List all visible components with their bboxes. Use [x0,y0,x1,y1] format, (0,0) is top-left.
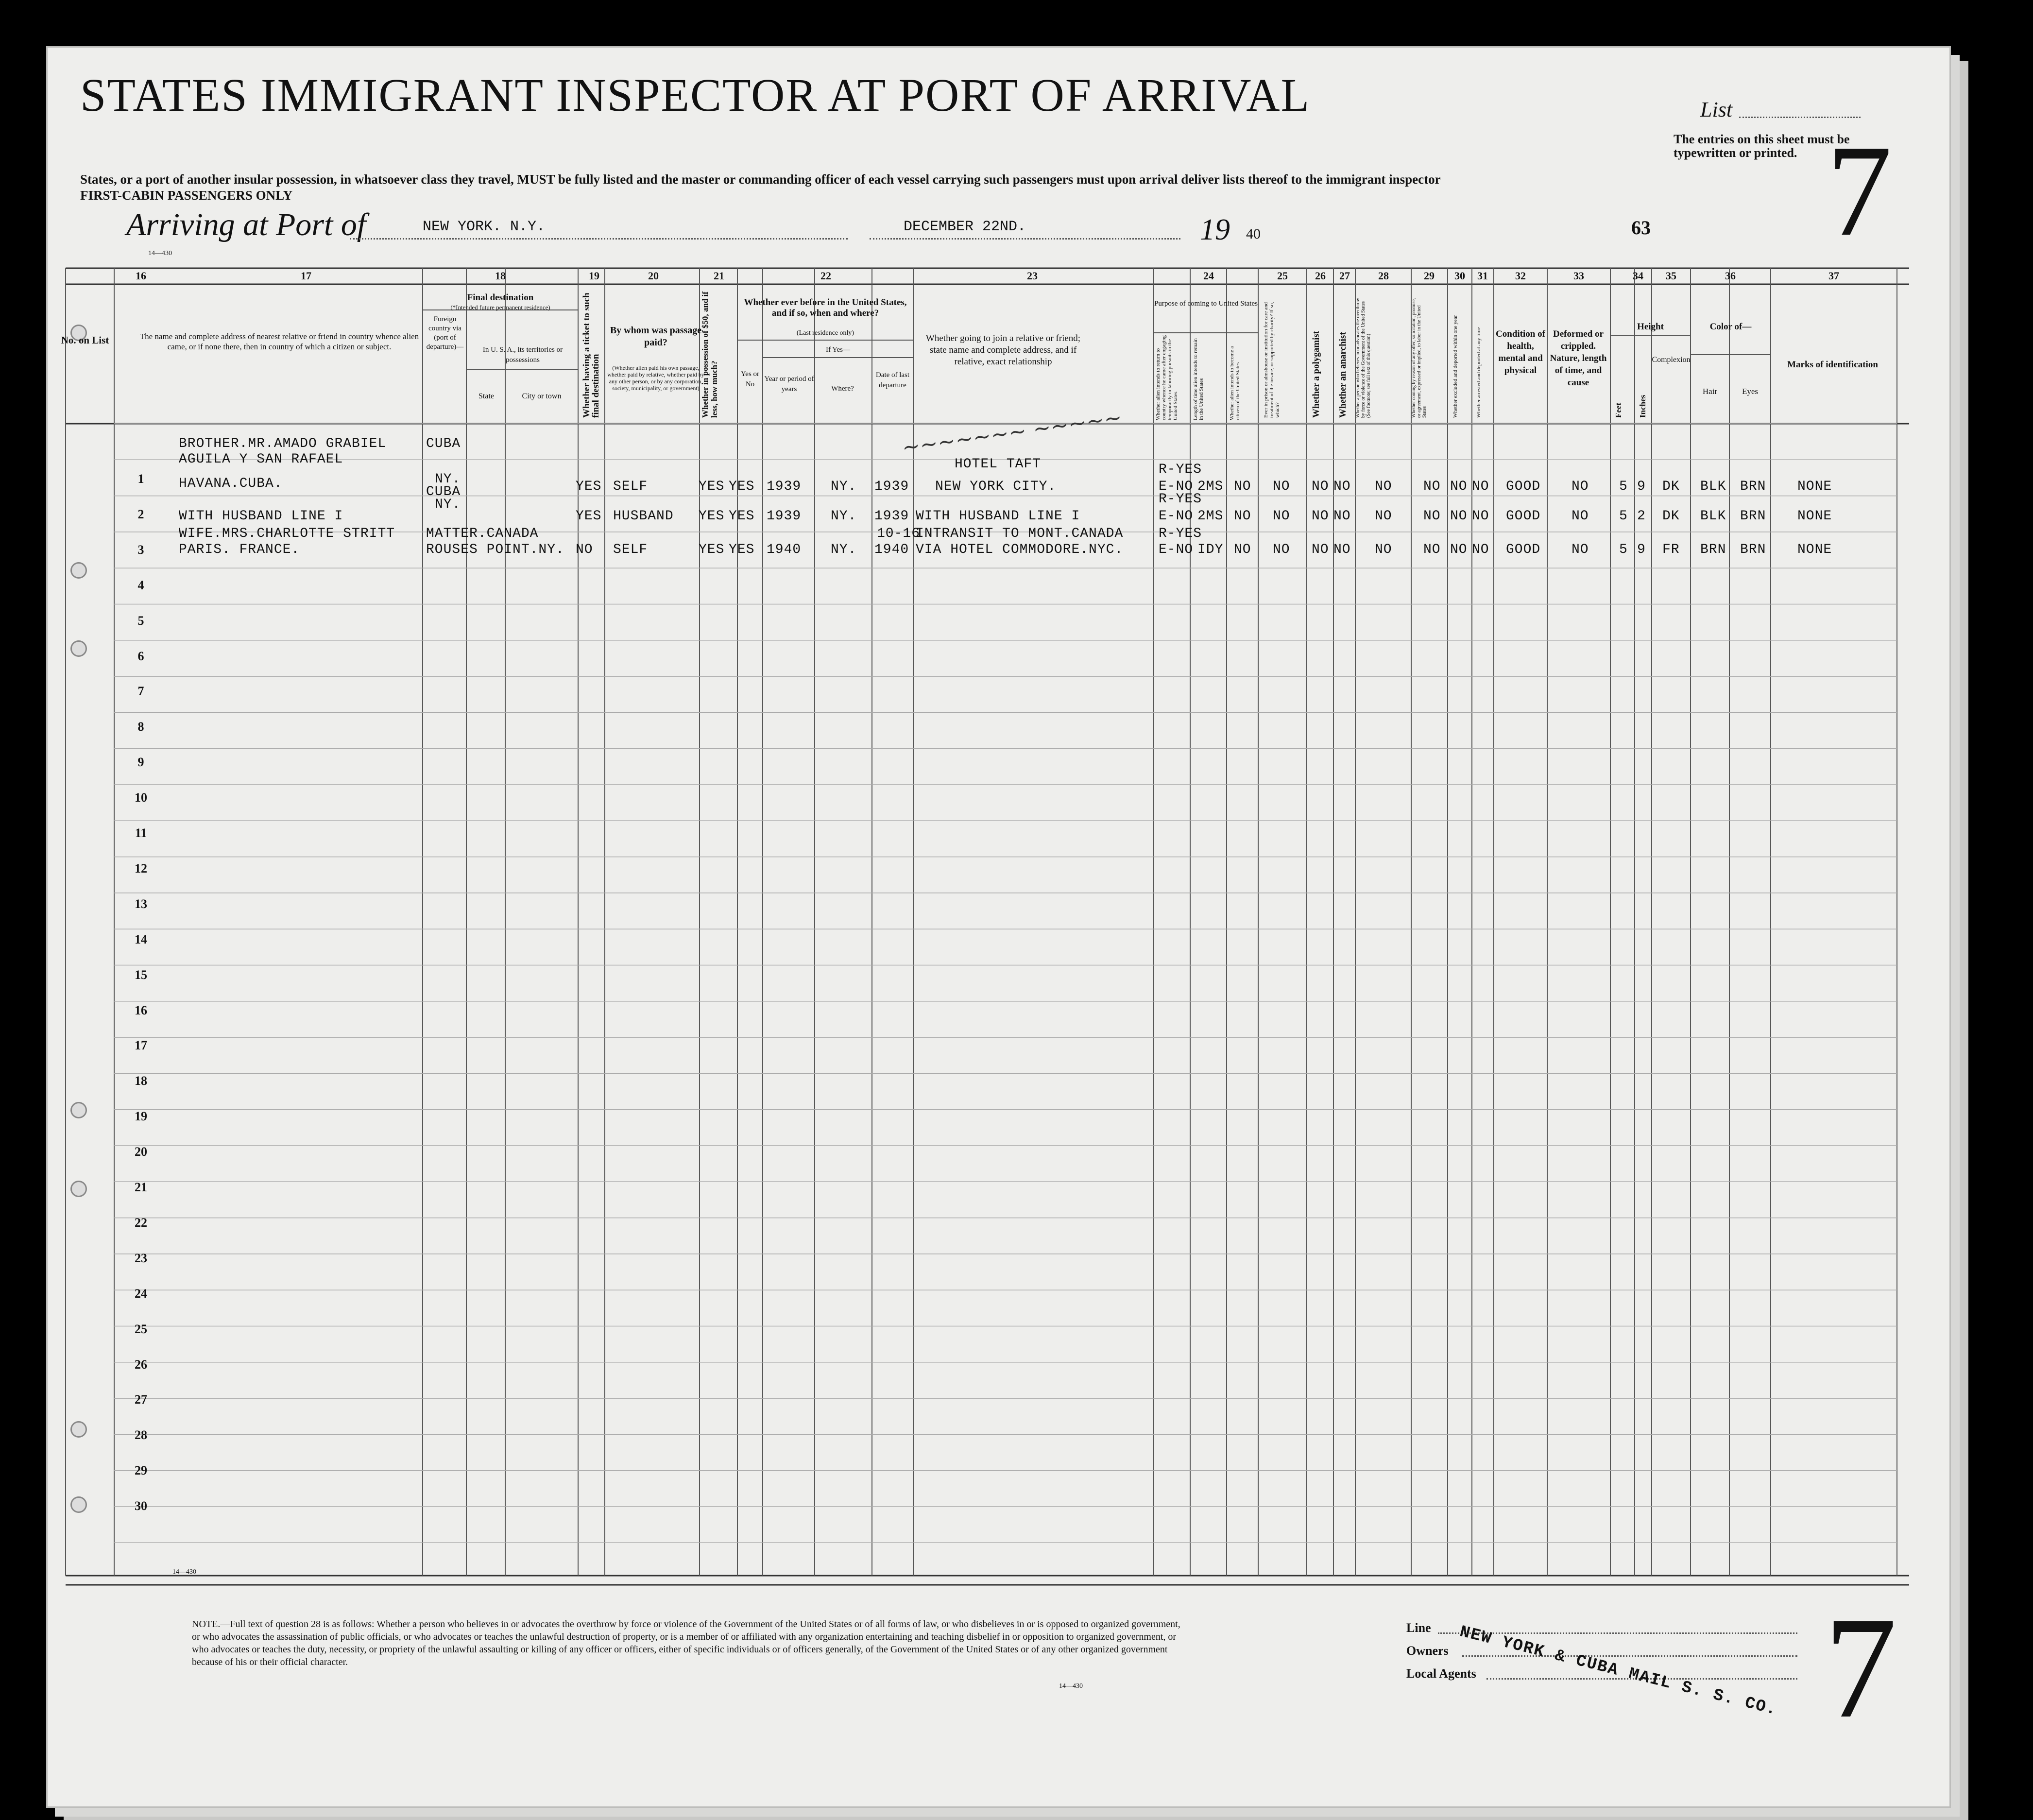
health: GOOD [1506,542,1541,557]
row-number: 30 [135,1499,147,1513]
page-number: 63 [1631,217,1651,239]
col24-length: Length of time alien intends to remain in the United States [1193,338,1204,420]
height-inches: 2 [1637,509,1646,524]
col25-header: Ever in prison or almshouse or institution for care and treatment of the insane, or supported by charity? If so, which? [1263,302,1281,418]
anarchist: NO [1333,479,1351,494]
overthrow: NO [1375,542,1392,557]
line-label: Line [1406,1621,1431,1635]
prison-almshouse: NO [1273,509,1290,524]
length-of-stay: 2MS [1197,509,1224,524]
height-feet: 5 [1619,542,1628,557]
ticket: YES [576,509,602,524]
destination-state: NY. [435,472,461,487]
col27-header: Whether an anarchist [1338,332,1348,418]
complexion: DK [1662,479,1680,494]
column-number: 20 [648,270,659,282]
footer-form-code: 14—430 [1059,1683,1083,1690]
col28-header: Whether a person who believes in or advocates the overthrow by force or violence of the Government of the United States (See footnote; see full text of this question) [1355,298,1371,418]
last-departure-year: 1939 [874,479,909,494]
anarchist: NO [1333,542,1351,557]
hair-color: BLK [1700,479,1726,494]
row-number: 9 [137,755,144,770]
local-agents-label: Local Agents [1406,1666,1476,1681]
eye-color: BRN [1740,542,1766,557]
deformed: NO [1572,479,1589,494]
row-number: 27 [135,1392,147,1407]
col18-title: Final destination [467,292,534,303]
col18-foreign: Foreign country via (port of departure)— [426,315,464,351]
col22-yesno: Yes or No [740,370,760,388]
foreign-country: CUBA [426,436,461,451]
page-title: STATES IMMIGRANT INSPECTOR AT PORT OF ARRIVAL [80,69,1311,121]
identification-marks: NONE [1797,479,1832,494]
col36-eyes: Eyes [1742,387,1759,396]
paid-by: SELF [613,542,648,557]
col16-header: No. on List [61,334,109,346]
col31-header: Whether arrested and deported at any time [1476,327,1482,418]
hair-color: BLK [1700,509,1726,524]
row-number: 4 [137,578,144,592]
labor-offer: NO [1423,479,1441,494]
arrested: NO [1472,509,1489,524]
column-number: 24 [1203,270,1214,282]
money-50: YES [699,479,725,494]
col18-usa: In U. S. A., its territories or possessions [482,346,563,364]
column-number: 28 [1378,270,1389,282]
row-number: 8 [137,720,144,734]
form-code: 14—430 [148,250,172,257]
year-prefix: 19 [1200,213,1230,246]
first-cabin-label: FIRST-CABIN PASSENGERS ONLY [80,188,293,203]
year-before: 1939 [767,479,802,494]
purpose: R-YES [1159,462,1202,477]
paid-by: HUSBAND [613,509,674,524]
column-number: 27 [1339,270,1350,282]
purpose: E-NO [1159,509,1194,524]
relative-address: HAVANA.CUBA. [179,476,283,491]
length-of-stay: IDY [1197,542,1224,557]
col22-ifyes: If Yes— [825,346,850,354]
row-number: 6 [137,649,144,663]
joining-relative: VIA HOTEL COMMODORE.NYC. [916,542,1124,557]
row-number: 17 [135,1038,147,1053]
port-value: NEW YORK. N.Y. [423,219,546,235]
relative-address: AGUILA Y SAN RAFAEL [179,452,343,467]
row-number: 11 [135,826,147,840]
col32-header: Condition of health, mental and physical [1496,329,1545,376]
row-number: 7 [137,684,144,699]
col35-header: Complexion [1652,356,1691,364]
arriving-label: Arriving at Port of [126,207,366,242]
anarchist: NO [1333,509,1351,524]
col20-title: By whom was passage paid? [610,325,702,348]
row-number: 18 [135,1074,147,1088]
joining-relative: NEW YORK CITY. [935,479,1057,494]
column-number: 35 [1666,270,1676,282]
eye-color: BRN [1740,509,1766,524]
purpose: E-NO [1159,479,1194,494]
joining-relative: HOTEL TAFT [955,457,1042,472]
col26-header: Whether a polygamist [1311,330,1321,418]
handwritten-annotation: ~~~~~~~ ~~~~~ [900,405,1124,461]
col18-state: State [478,392,494,400]
handwritten-list-number: 7 [1827,118,1892,263]
arrested: NO [1472,479,1489,494]
intends-citizen: NO [1234,542,1251,557]
row-number: 29 [135,1463,147,1478]
row-number: 13 [135,896,147,911]
row-number: 24 [135,1286,147,1301]
col29-header: Whether coming by reason of any offer, solicitation, promise, or agreement, expressed or implied, to labor in the United States [1411,298,1427,418]
row-number: 1 [137,472,144,486]
column-number: 31 [1477,270,1488,282]
purpose: R-YES [1159,492,1202,507]
col22-subtitle: (Last residence only) [796,329,854,337]
height-feet: 5 [1619,479,1628,494]
col22-date: Date of last departure [875,371,910,389]
column-number: 17 [301,270,311,282]
column-number: 16 [136,270,146,282]
polygamist: NO [1312,479,1329,494]
relative-address: BROTHER.MR.AMADO GRABIEL [179,436,387,451]
footnote: NOTE.—Full text of question 28 is as follows: Whether a person who believes in or advocates the overthrow by force or violence of the Government of the United States or of all forms of law, or who disbelieves in or is opposed to organized government, or who advocates the assassination of public officials, or who advocates or teaches the unlawful destruction of property, or is a member of or affiliated with any organization entertaining and teaching disbelief in or opposition to organized government, or who advocates or teaches the duty, necessity, or propriety of the unlawful assaulting or killing of any officer or officers, either of specific individuals or of officers generally, of the Government of the United States or of any other organized government because of his or their official character. [192,1619,1180,1667]
height-feet: 5 [1619,509,1628,524]
labor-offer: NO [1423,542,1441,557]
row-number: 21 [135,1180,147,1194]
date-value: DECEMBER 22ND. [904,219,1026,235]
excluded: NO [1450,509,1468,524]
money-50: YES [699,542,725,557]
excluded: NO [1450,479,1468,494]
deformed: NO [1572,542,1589,557]
health: GOOD [1506,509,1541,524]
list-label: List [1700,98,1733,121]
complexion: FR [1662,542,1680,557]
col34-inches: Inches [1638,395,1647,418]
ever-before: YES [729,479,755,494]
column-number: 25 [1277,270,1288,282]
paid-by: SELF [613,479,648,494]
row-number: 25 [135,1322,147,1336]
col20-subtitle: (Whether alien paid his own passage, whether paid by relative, whether paid by any other person, or by any corporation, society, municipality, or government) [607,364,704,392]
col22-year: Year or period of years [764,375,814,393]
column-number: 21 [714,270,724,282]
row-number: 28 [135,1428,147,1442]
joining-relative: WITH HUSBAND LINE I [916,509,1080,524]
col18-subtitle: (*Intended future permanent residence) [450,304,550,311]
owners-field [1462,1655,1797,1657]
where-before: NY. [831,542,857,557]
col17-header: The name and complete address of nearest relative or friend in country whence alien came, or if none there, then in country of which a citizen or subject. [139,332,419,351]
year-suffix: 40 [1246,226,1261,242]
entries-note: The entries on this sheet must be typewritten or printed. [1674,132,1850,160]
row-number: 22 [135,1215,147,1230]
col23-header: Whether going to join a relative or friend; state name and complete address, and if relative, exact relationship [925,333,1081,367]
column-number: 26 [1315,270,1326,282]
row-number: 26 [135,1357,147,1372]
destination-state: NY. [435,497,461,512]
col24-title: Purpose of coming to United States [1154,300,1258,308]
column-number: 36 [1725,270,1736,282]
deformed: NO [1572,509,1589,524]
height-inches: 9 [1637,479,1646,494]
arrested: NO [1472,542,1489,557]
row-number: 16 [135,1003,147,1017]
column-number: 22 [820,270,831,282]
column-number: 32 [1515,270,1526,282]
prison-almshouse: NO [1273,542,1290,557]
row-number: 12 [135,861,147,876]
column-number: 37 [1828,270,1839,282]
purpose: E-NO [1159,542,1194,557]
destination-state: ROUSES POINT.NY. [426,542,564,557]
ever-before: YES [729,509,755,524]
row-number: 14 [135,932,147,946]
year-before: 1940 [767,542,802,557]
labor-offer: NO [1423,509,1441,524]
col22-where: Where? [831,385,854,393]
column-number: 19 [589,270,599,282]
col24-citizen: Whether alien intends to become a citizen of the United States [1229,346,1241,420]
column-number: 34 [1633,270,1643,282]
row-number: 2 [137,507,144,521]
money-50: YES [699,509,725,524]
last-departure-year: 1940 [874,542,909,557]
col34-feet: Feet [1614,402,1623,418]
row-number: 23 [135,1251,147,1265]
grid-form-code: 14—430 [172,1568,196,1576]
row-number: 5 [137,613,144,628]
polygamist: NO [1312,509,1329,524]
last-departure-date: 10-16 [877,526,921,541]
polygamist: NO [1312,542,1329,557]
height-inches: 9 [1637,542,1646,557]
joining-relative: INTRANSIT TO MONT.CANADA [916,526,1124,541]
where-before: NY. [831,509,857,524]
col37-header: Marks of identification [1787,360,1878,370]
col30-header: Whether excluded and deported within one year [1452,315,1458,418]
row-number: 20 [135,1145,147,1159]
col36-hair: Hair [1702,387,1718,396]
hair-color: BRN [1700,542,1726,557]
column-number: 33 [1573,270,1584,282]
row-number: 19 [135,1109,147,1124]
relative-address: WITH HUSBAND LINE I [179,509,343,524]
column-number: 18 [495,270,506,282]
col21-header: Whether in possession of $50, and if less, how much? [700,292,719,418]
row-number: 10 [135,790,147,805]
intends-citizen: NO [1234,509,1251,524]
prison-almshouse: NO [1273,479,1290,494]
length-of-stay: 2MS [1197,479,1224,494]
health: GOOD [1506,479,1541,494]
column-number: 30 [1454,270,1465,282]
page-subtitle: States, or a port of another insular possession, in whatsoever class they travel, MUST be fully listed and the master or commanding officer of each vessel carrying such passengers must upon arrival deliver lists thereof to the immigrant inspector [80,172,1441,187]
col36-title: Color of— [1709,322,1752,332]
complexion: DK [1662,509,1680,524]
overthrow: NO [1375,509,1392,524]
relative-address: PARIS. FRANCE. [179,542,300,557]
col18-city: City or town [522,392,562,400]
col19-header: Whether having a ticket to such final destination [581,292,601,418]
row-number: 15 [135,967,147,982]
where-before: NY. [831,479,857,494]
last-departure-year: 1939 [874,509,909,524]
purpose: R-YES [1159,526,1202,541]
overthrow: NO [1375,479,1392,494]
col33-header: Deformed or crippled. Nature, length of time, and cause [1550,329,1607,388]
ticket: NO [576,542,593,557]
owners-label: Owners [1406,1644,1449,1658]
identification-marks: NONE [1797,542,1832,557]
shipping-line-stamp: NEW YORK & CUBA MAIL S. S. CO. [1457,1623,1779,1720]
foreign-country: CUBA [426,484,461,499]
column-number: 29 [1424,270,1435,282]
handwritten-list-number-footer: 7 [1824,1587,1897,1748]
eye-color: BRN [1740,479,1766,494]
col34-title: Height [1637,322,1664,332]
intends-citizen: NO [1234,479,1251,494]
col22-title: Whether ever before in the United States, and if so, when and where? [744,297,907,318]
row-number: 3 [137,542,144,557]
year-before: 1939 [767,509,802,524]
column-number: 23 [1027,270,1038,282]
foreign-country: MATTER.CANADA [426,526,539,541]
identification-marks: NONE [1797,509,1832,524]
ever-before: YES [729,542,755,557]
ticket: YES [576,479,602,494]
col24-return: Whether alien intends to return to country whence he came after engaging temporarily in laboring pursuits in the United States [1155,335,1179,420]
relative-address: WIFE.MRS.CHARLOTTE STRITT [179,526,395,541]
excluded: NO [1450,542,1468,557]
